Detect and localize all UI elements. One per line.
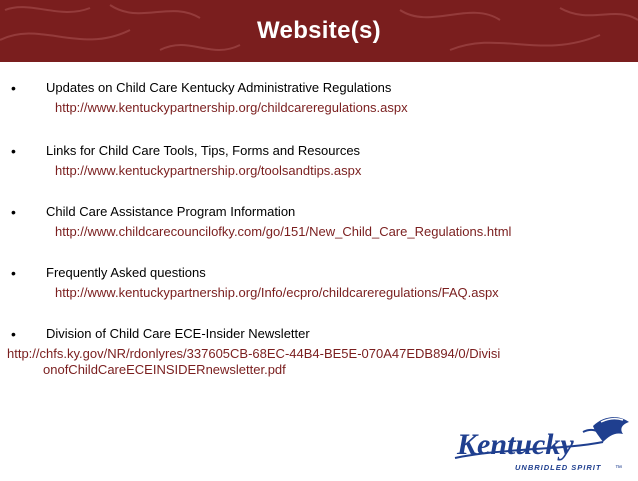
item-link-5[interactable]: http://chfs.ky.gov/NR/rdonlyres/337605CB-68EC-44B4-BE5E-070A47EDB894/0/DivisionofChildCareECEINSIDERnewsletter.pdf [7,346,501,377]
item-label-2: Links for Child Care Tools, Tips, Forms and Resources [46,143,361,158]
item-label-1: Updates on Child Care Kentucky Administrative Regulations [46,80,392,95]
page-title: Website(s) [257,17,381,44]
bullet-2: • [11,143,16,159]
bullet-5: • [11,326,16,342]
item-label-3: Child Care Assistance Program Information [46,204,296,219]
logo-wordmark: Kentucky [457,428,574,461]
bullet-1: • [11,80,16,96]
logo-tagline: UNBRIDLED SPIRIT [515,463,602,472]
item-link-2[interactable]: http://www.kentuckypartnership.org/toolsandtips.aspx [55,163,362,178]
horse-icon [583,417,629,442]
kentucky-logo [453,412,633,476]
header-banner [0,0,638,62]
bullet-4: • [11,265,16,281]
item-link-4[interactable]: http://www.kentuckypartnership.org/Info/ecpro/childcareregulations/FAQ.aspx [55,285,499,300]
item-label-4: Frequently Asked questions [46,265,206,280]
item-label-5: Division of Child Care ECE-Insider Newsletter [46,326,310,341]
item-link-1[interactable]: http://www.kentuckypartnership.org/childcareregulations.aspx [55,100,408,115]
logo-trademark: ™ [615,465,622,472]
item-link-3[interactable]: http://www.childcarecouncilofky.com/go/151/New_Child_Care_Regulations.html [55,224,512,239]
bullet-3: • [11,204,16,220]
